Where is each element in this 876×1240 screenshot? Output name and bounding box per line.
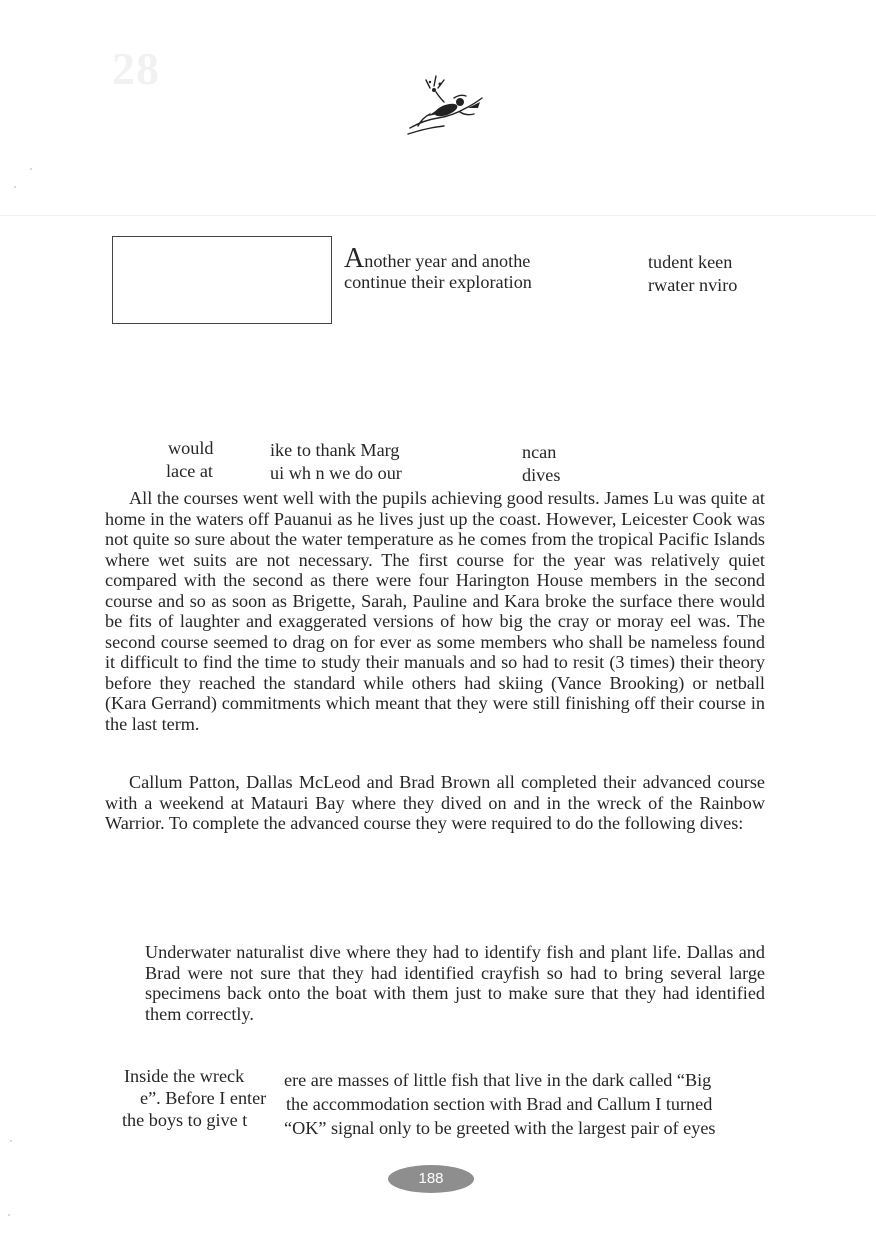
wreck-row-2-right: the accommodation section with Brad and Callum I turned [286,1094,713,1114]
wreck-row-1-left: Inside the wreck [124,1066,245,1086]
diver-logo-icon [404,68,486,140]
wreck-row-3-right: “OK” signal only to be greeted with the largest pair of eyes [284,1118,716,1138]
scan-speck [8,1214,10,1216]
page-number-badge: 188 [388,1165,474,1193]
intro-line-2-fragment: rwater nviro [648,275,738,295]
wreck-row-1-right: ere are masses of little fish that live in the dark called “Big [284,1070,712,1090]
scan-speck [10,1140,12,1142]
wreck-row-3-left: the boys to give t [122,1110,248,1130]
thanks-row-1-col-1: would [168,438,214,458]
intro-line-1 [344,243,531,274]
paragraph-advanced-course-text: Callum Patton, Dallas McLeod and Brad Brown all completed their advanced course with a weekend at Matauri Bay where they dived on and in the wreck of the Rainbow Warrior. To complete the advanced course they were required to do the following dives: [105,772,765,833]
scan-speck [30,168,32,170]
thanks-row-1-col-2: ike to thank Marg [270,440,400,460]
paragraph-naturalist-dive: Underwater naturalist dive where they had to identify fish and plant life. Dallas and Brad were not sure that they had identified crayfish so had to bring several large specimens back onto the boat with them just to make sure that they had identified them correctly. [145,942,765,1024]
wreck-row-2-left: e”. Before I enter [140,1088,267,1108]
thanks-row-2-col-3: dives [522,465,561,485]
intro-line-1-text: nother year and anothe [364,251,531,271]
intro-line-1-fragment: tudent keen [648,252,733,272]
paragraph-advanced-course [105,772,765,834]
intro-line-2-text: continue their exploration [344,272,532,292]
thanks-row-2-col-1: lace at [166,461,213,481]
paragraph-courses [105,488,765,734]
paragraph-courses-text: All the courses went well with the pupils achieving good results. James Lu was quite at home in the waters off Pauanui as he lives just up the coast. However, Leicester Cook was not quite so sure about the water temperature as he comes from the tropical Pacific Islands where wet suits are not necessary. The first course for the year was relatively quiet compared with the second as there were four Harington House members in the second course and so as soon as Brigette, Sarah, Pauline and Kara broke the surface there would be fits of laughter and exaggerated versions of how big the cray or moray eel was. The second course seemed to drag on for ever as some members who shall be nameless found it difficult to find the time to study their manuals and so had to resit (3 times) their theory before they reached the standard while others had skiing (Vance Brooking) or netball (Kara Gerrand) commitments which meant that they were still finishing off their course in the last term. [105,488,765,734]
thanks-row-1-col-3: ncan [522,442,557,462]
image-placeholder-box [112,236,332,324]
faint-divider [0,215,876,216]
drop-cap: A [344,243,365,274]
scan-speck [14,186,16,188]
faint-heading: 28 [112,43,160,94]
thanks-row-2-col-2: ui wh n we do our [270,463,402,483]
